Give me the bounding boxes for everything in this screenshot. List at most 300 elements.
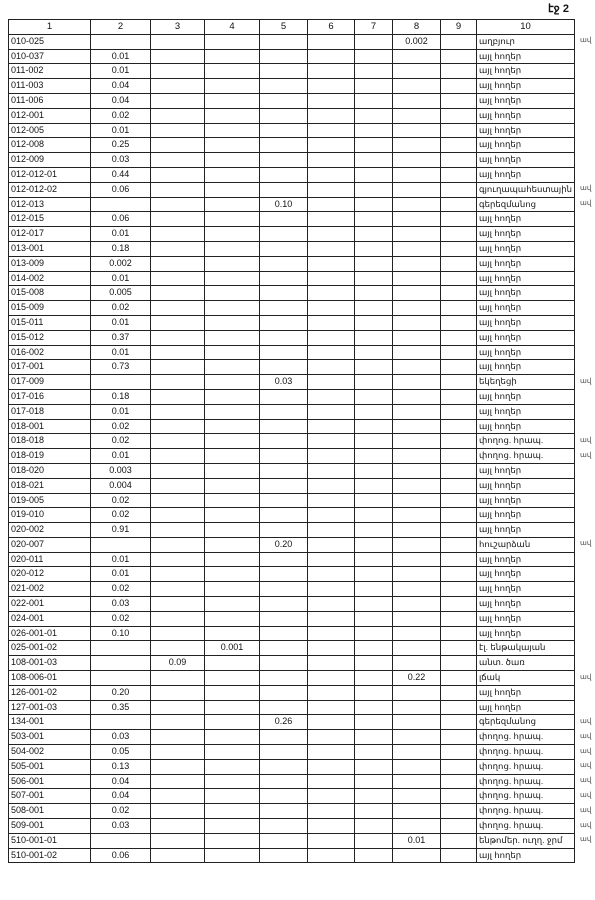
cell-col-7 (355, 64, 393, 79)
cell-col-1: 012-005 (9, 123, 91, 138)
cell-col-8 (393, 774, 441, 789)
cell-col-9 (441, 301, 477, 316)
cell-col-8 (393, 79, 441, 94)
table-row (9, 567, 575, 582)
cell-col-10: այլ հողեր (477, 419, 575, 434)
cell-col-9 (441, 108, 477, 123)
cell-col-10: այլ հողեր (477, 212, 575, 227)
cell-col-1: 013-001 (9, 241, 91, 256)
cell-col-7 (355, 301, 393, 316)
cell-col-3 (151, 108, 205, 123)
cell-col-7 (355, 153, 393, 168)
cell-col-5 (260, 345, 308, 360)
cell-col-1: 504-002 (9, 745, 91, 760)
table-row (9, 493, 575, 508)
cell-col-2: 0.04 (91, 789, 151, 804)
cell-col-4 (205, 227, 260, 242)
cell-col-9 (441, 611, 477, 626)
cell-col-3 (151, 715, 205, 730)
cell-col-1: 013-009 (9, 256, 91, 271)
cell-col-9 (441, 759, 477, 774)
cell-col-4 (205, 286, 260, 301)
table-row (9, 819, 575, 834)
cell-col-2: 0.01 (91, 552, 151, 567)
cell-col-4 (205, 537, 260, 552)
cell-col-6 (308, 789, 355, 804)
table-row (9, 227, 575, 242)
cell-col-2: 0.73 (91, 360, 151, 375)
table-row (9, 271, 575, 286)
cell-col-4 (205, 419, 260, 434)
cell-col-1: 506-001 (9, 774, 91, 789)
cell-col-10: աղբյուր (477, 34, 575, 49)
cell-col-1: 134-001 (9, 715, 91, 730)
cell-col-9 (441, 49, 477, 64)
cell-col-6 (308, 153, 355, 168)
cell-col-5: 0.26 (260, 715, 308, 730)
cell-col-3 (151, 49, 205, 64)
cell-col-2: 0.02 (91, 434, 151, 449)
cell-col-6 (308, 641, 355, 656)
cell-col-4 (205, 123, 260, 138)
table-row (9, 389, 575, 404)
cell-col-4 (205, 582, 260, 597)
cell-col-2: 0.13 (91, 759, 151, 774)
cell-col-7 (355, 49, 393, 64)
cell-col-2: 0.03 (91, 597, 151, 612)
cell-col-3 (151, 375, 205, 390)
cell-col-5 (260, 256, 308, 271)
cell-col-3 (151, 611, 205, 626)
cell-col-1: 010-037 (9, 49, 91, 64)
cell-col-4 (205, 449, 260, 464)
cell-col-1: 508-001 (9, 804, 91, 819)
cell-col-5 (260, 419, 308, 434)
table-row (9, 774, 575, 789)
cell-col-6 (308, 360, 355, 375)
cell-col-8 (393, 478, 441, 493)
cell-col-2: 0.03 (91, 153, 151, 168)
cell-col-1: 018-018 (9, 434, 91, 449)
column-header: 3 (151, 20, 205, 35)
cell-col-3 (151, 315, 205, 330)
cell-col-3 (151, 330, 205, 345)
cell-col-8 (393, 375, 441, 390)
margin-mark: ավ (580, 717, 592, 725)
cell-col-10: այլ հողեր (477, 315, 575, 330)
cell-col-9 (441, 256, 477, 271)
cell-col-2: 0.44 (91, 167, 151, 182)
cell-col-8 (393, 656, 441, 671)
cell-col-1: 012-013 (9, 197, 91, 212)
column-header: 5 (260, 20, 308, 35)
cell-col-6 (308, 315, 355, 330)
cell-col-9 (441, 138, 477, 153)
cell-col-5 (260, 153, 308, 168)
cell-col-1: 017-016 (9, 389, 91, 404)
cell-col-2: 0.01 (91, 345, 151, 360)
table-row (9, 49, 575, 64)
cell-col-3 (151, 493, 205, 508)
cell-col-9 (441, 463, 477, 478)
table-row (9, 138, 575, 153)
cell-col-5 (260, 212, 308, 227)
cell-col-1: 011-002 (9, 64, 91, 79)
cell-col-5 (260, 64, 308, 79)
table-row (9, 212, 575, 227)
cell-col-10: այլ հողեր (477, 49, 575, 64)
table-row (9, 789, 575, 804)
cell-col-8 (393, 108, 441, 123)
cell-col-9 (441, 552, 477, 567)
cell-col-4 (205, 700, 260, 715)
cell-col-10: էլ. ենթակայան (477, 641, 575, 656)
cell-col-5 (260, 315, 308, 330)
cell-col-6 (308, 819, 355, 834)
cell-col-3 (151, 138, 205, 153)
cell-col-5: 0.20 (260, 537, 308, 552)
table-row (9, 345, 575, 360)
cell-col-5 (260, 404, 308, 419)
cell-col-7 (355, 848, 393, 863)
cell-col-8: 0.22 (393, 671, 441, 686)
cell-col-5 (260, 271, 308, 286)
cell-col-1: 503-001 (9, 730, 91, 745)
cell-col-1: 015-011 (9, 315, 91, 330)
cell-col-3 (151, 167, 205, 182)
cell-col-3 (151, 848, 205, 863)
table-row (9, 715, 575, 730)
cell-col-6 (308, 567, 355, 582)
cell-col-6 (308, 345, 355, 360)
cell-col-10: այլ հողեր (477, 478, 575, 493)
cell-col-8 (393, 626, 441, 641)
table-row (9, 108, 575, 123)
cell-col-4 (205, 108, 260, 123)
cell-col-7 (355, 508, 393, 523)
cell-col-4 (205, 271, 260, 286)
cell-col-8 (393, 685, 441, 700)
column-header: 9 (441, 20, 477, 35)
cell-col-8: 0.01 (393, 833, 441, 848)
cell-col-1: 020-011 (9, 552, 91, 567)
cell-col-2: 0.06 (91, 182, 151, 197)
cell-col-8 (393, 759, 441, 774)
cell-col-3 (151, 449, 205, 464)
cell-col-9 (441, 197, 477, 212)
cell-col-3 (151, 256, 205, 271)
cell-col-5 (260, 508, 308, 523)
cell-col-9 (441, 848, 477, 863)
cell-col-2: 0.37 (91, 330, 151, 345)
cell-col-1: 012-012-01 (9, 167, 91, 182)
cell-col-7 (355, 375, 393, 390)
cell-col-2: 0.01 (91, 404, 151, 419)
cell-col-9 (441, 64, 477, 79)
cell-col-4 (205, 49, 260, 64)
cell-col-6 (308, 167, 355, 182)
cell-col-1: 025-001-02 (9, 641, 91, 656)
cell-col-7 (355, 582, 393, 597)
cell-col-1: 126-001-02 (9, 685, 91, 700)
cell-col-3 (151, 626, 205, 641)
cell-col-10: այլ հողեր (477, 848, 575, 863)
cell-col-6 (308, 404, 355, 419)
cell-col-7 (355, 360, 393, 375)
cell-col-3 (151, 537, 205, 552)
table-row (9, 523, 575, 538)
cell-col-6 (308, 241, 355, 256)
cell-col-5 (260, 241, 308, 256)
column-header: 1 (9, 20, 91, 35)
cell-col-3 (151, 523, 205, 538)
cell-col-5 (260, 789, 308, 804)
cell-col-8 (393, 64, 441, 79)
cell-col-1: 020-012 (9, 567, 91, 582)
cell-col-5 (260, 449, 308, 464)
cell-col-2: 0.02 (91, 611, 151, 626)
cell-col-9 (441, 153, 477, 168)
cell-col-9 (441, 508, 477, 523)
cell-col-2 (91, 537, 151, 552)
cell-col-5 (260, 833, 308, 848)
cell-col-8: 0.002 (393, 34, 441, 49)
cell-col-10: այլ հողեր (477, 463, 575, 478)
cell-col-9 (441, 819, 477, 834)
cell-col-3 (151, 241, 205, 256)
cell-col-3: 0.09 (151, 656, 205, 671)
cell-col-6 (308, 49, 355, 64)
cell-col-9 (441, 641, 477, 656)
cell-col-9 (441, 685, 477, 700)
table-row (9, 656, 575, 671)
cell-col-4 (205, 138, 260, 153)
cell-col-2: 0.20 (91, 685, 151, 700)
cell-col-10: այլ հողեր (477, 138, 575, 153)
table-row (9, 582, 575, 597)
cell-col-9 (441, 93, 477, 108)
cell-col-7 (355, 345, 393, 360)
table-row (9, 537, 575, 552)
cell-col-1: 018-021 (9, 478, 91, 493)
cell-col-3 (151, 789, 205, 804)
cell-col-2: 0.03 (91, 819, 151, 834)
cell-col-7 (355, 271, 393, 286)
cell-col-4 (205, 804, 260, 819)
cell-col-3 (151, 597, 205, 612)
cell-col-9 (441, 79, 477, 94)
cell-col-9 (441, 345, 477, 360)
cell-col-2: 0.02 (91, 804, 151, 819)
cell-col-5 (260, 641, 308, 656)
cell-col-7 (355, 389, 393, 404)
cell-col-2: 0.05 (91, 745, 151, 760)
cell-col-5 (260, 685, 308, 700)
cell-col-7 (355, 315, 393, 330)
cell-col-9 (441, 404, 477, 419)
cell-col-3 (151, 404, 205, 419)
cell-col-6 (308, 774, 355, 789)
cell-col-1: 012-001 (9, 108, 91, 123)
cell-col-10: այլ հողեր (477, 611, 575, 626)
cell-col-9 (441, 626, 477, 641)
cell-col-5 (260, 93, 308, 108)
cell-col-7 (355, 626, 393, 641)
cell-col-2: 0.91 (91, 523, 151, 538)
cell-col-7 (355, 197, 393, 212)
cell-col-5 (260, 730, 308, 745)
cell-col-4 (205, 478, 260, 493)
cell-col-7 (355, 419, 393, 434)
cell-col-9 (441, 34, 477, 49)
cell-col-7 (355, 182, 393, 197)
cell-col-6 (308, 138, 355, 153)
cell-col-8 (393, 567, 441, 582)
cell-col-3 (151, 582, 205, 597)
cell-col-5 (260, 804, 308, 819)
cell-col-7 (355, 330, 393, 345)
cell-col-5 (260, 523, 308, 538)
cell-col-7 (355, 567, 393, 582)
cell-col-1: 021-002 (9, 582, 91, 597)
cell-col-4 (205, 774, 260, 789)
cell-col-10: այլ հողեր (477, 493, 575, 508)
cell-col-8 (393, 182, 441, 197)
cell-col-10: այլ հողեր (477, 582, 575, 597)
table-row (9, 375, 575, 390)
cell-col-5 (260, 108, 308, 123)
cell-col-6 (308, 34, 355, 49)
cell-col-8 (393, 404, 441, 419)
cell-col-8 (393, 582, 441, 597)
cell-col-9 (441, 449, 477, 464)
cell-col-2: 0.004 (91, 478, 151, 493)
cell-col-2 (91, 34, 151, 49)
cell-col-8 (393, 715, 441, 730)
cell-col-3 (151, 700, 205, 715)
cell-col-1: 011-003 (9, 79, 91, 94)
cell-col-9 (441, 389, 477, 404)
cell-col-3 (151, 434, 205, 449)
cell-col-4 (205, 819, 260, 834)
cell-col-7 (355, 108, 393, 123)
margin-mark: ավ (580, 821, 592, 829)
table-row (9, 804, 575, 819)
column-header: 2 (91, 20, 151, 35)
cell-col-3 (151, 833, 205, 848)
cell-col-6 (308, 508, 355, 523)
cell-col-6 (308, 611, 355, 626)
margin-mark: ավ (580, 777, 592, 785)
cell-col-6 (308, 685, 355, 700)
cell-col-8 (393, 256, 441, 271)
cell-col-10: այլ հողեր (477, 567, 575, 582)
cell-col-9 (441, 715, 477, 730)
cell-col-3 (151, 730, 205, 745)
cell-col-7 (355, 34, 393, 49)
cell-col-6 (308, 833, 355, 848)
cell-col-8 (393, 463, 441, 478)
cell-col-1: 018-020 (9, 463, 91, 478)
cell-col-10: այլ հողեր (477, 286, 575, 301)
table-row (9, 671, 575, 686)
margin-mark: ավ (580, 185, 592, 193)
cell-col-10: այլ հողեր (477, 360, 575, 375)
cell-col-1: 022-001 (9, 597, 91, 612)
cell-col-6 (308, 301, 355, 316)
cell-col-8 (393, 730, 441, 745)
cell-col-3 (151, 819, 205, 834)
cell-col-9 (441, 360, 477, 375)
cell-col-3 (151, 345, 205, 360)
cell-col-7 (355, 241, 393, 256)
cell-col-5 (260, 745, 308, 760)
cell-col-2 (91, 715, 151, 730)
cell-col-9 (441, 241, 477, 256)
cell-col-7 (355, 227, 393, 242)
cell-col-9 (441, 419, 477, 434)
cell-col-2: 0.03 (91, 730, 151, 745)
table-row (9, 153, 575, 168)
cell-col-9 (441, 804, 477, 819)
cell-col-9 (441, 700, 477, 715)
cell-col-1: 015-008 (9, 286, 91, 301)
cell-col-3 (151, 301, 205, 316)
cell-col-6 (308, 93, 355, 108)
cell-col-7 (355, 759, 393, 774)
cell-col-8 (393, 271, 441, 286)
cell-col-2: 0.02 (91, 108, 151, 123)
cell-col-4 (205, 611, 260, 626)
cell-col-2: 0.01 (91, 271, 151, 286)
cell-col-5 (260, 582, 308, 597)
cell-col-6 (308, 212, 355, 227)
margin-mark: ավ (580, 806, 592, 814)
cell-col-2: 0.04 (91, 79, 151, 94)
cell-col-9 (441, 833, 477, 848)
cell-col-4 (205, 463, 260, 478)
cell-col-3 (151, 685, 205, 700)
table-row (9, 64, 575, 79)
table-row (9, 330, 575, 345)
cell-col-3 (151, 671, 205, 686)
cell-col-9 (441, 774, 477, 789)
cell-col-9 (441, 656, 477, 671)
cell-col-8 (393, 434, 441, 449)
cell-col-10: փողոց. հրապ. (477, 730, 575, 745)
table-row (9, 848, 575, 863)
cell-col-9 (441, 286, 477, 301)
cell-col-5 (260, 774, 308, 789)
cell-col-4 (205, 167, 260, 182)
cell-col-4 (205, 552, 260, 567)
cell-col-5 (260, 167, 308, 182)
cell-col-7 (355, 404, 393, 419)
cell-col-4 (205, 345, 260, 360)
cell-col-2: 0.25 (91, 138, 151, 153)
table-row (9, 286, 575, 301)
cell-col-10: ենթոմեր. ուղղ. ջրմ (477, 833, 575, 848)
margin-mark: ավ (580, 451, 592, 459)
cell-col-8 (393, 49, 441, 64)
cell-col-9 (441, 789, 477, 804)
cell-col-4 (205, 671, 260, 686)
cell-col-5 (260, 330, 308, 345)
cell-col-1: 507-001 (9, 789, 91, 804)
cell-col-3 (151, 212, 205, 227)
cell-col-3 (151, 774, 205, 789)
cell-col-5 (260, 182, 308, 197)
